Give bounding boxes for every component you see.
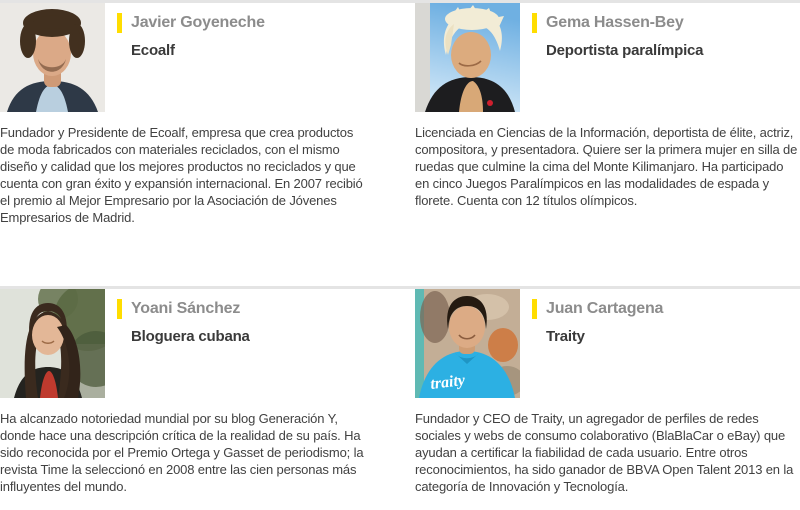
profile-role: Ecoalf (131, 42, 175, 59)
portrait-image (0, 289, 105, 398)
profile-description: Fundador y CEO de Traity, un agregador de perfiles de redes sociales y webs de consumo colaborativo (BlaBlaCar o eBay) que ayudan a certificar la fiabilidad de cada usuario. Entre otros reconocimientos, ha sido ganador de BBVA Open Talent 2013 en la categoría de Innovación y Tecnología. (415, 411, 794, 494)
profile-card-header (415, 289, 800, 398)
profile-name: Juan Cartagena (546, 300, 664, 317)
profile-card-header (415, 3, 800, 112)
profile-card-titles (532, 3, 703, 60)
profile-card-javier-goyeneche (0, 3, 365, 286)
yellow-accent-bar (532, 13, 537, 33)
profiles-row-2 (0, 289, 800, 495)
gema-hassen-bey-photo (415, 3, 520, 112)
shirt-logo-text: traity (429, 371, 466, 393)
portrait-image (415, 289, 520, 398)
profile-card-header (0, 3, 365, 112)
profile-card-yoani-sanchez (0, 289, 365, 495)
juan-cartagena-photo (415, 289, 520, 398)
profile-role: Deportista paralímpica (546, 42, 704, 59)
yellow-accent-bar (532, 299, 537, 319)
profile-card-titles (117, 289, 250, 346)
profile-role: Bloguera cubana (131, 328, 250, 345)
profile-card-header (0, 289, 365, 398)
profile-description: Fundador y Presidente de Ecoalf, empresa que crea productos de moda fabricados con materiales reciclados, con el mismo diseño y calidad que los mejores productos no reciclados y que cuenta con gran éxito y expansión internacional. En 2007 recibió el premio al Mejor Empresario por la Asociación de Jóvenes Empresarios de Madrid. (0, 125, 363, 225)
javier-goyeneche-photo (0, 3, 105, 112)
profile-card-titles (532, 289, 663, 346)
profile-name: Yoani Sánchez (131, 300, 241, 317)
yellow-accent-bar (117, 299, 122, 319)
profile-card-titles (117, 3, 265, 60)
profile-card-juan-cartagena (415, 289, 800, 495)
profile-description: Licenciada en Ciencias de la Información, deportista de élite, actriz, compositora, y presentadora. Quiere ser la primera mujer en silla de ruedas que culmine la cima del Monte Kilimanjaro. Ha participado en cinco Juegos Paralímpicos en las modalidades de espada y florete. Cuenta con 12 títulos olímpicos. (415, 125, 798, 208)
yoani-sanchez-photo (0, 289, 105, 398)
profile-name: Javier Goyeneche (131, 14, 265, 31)
profile-name: Gema Hassen-Bey (546, 14, 684, 31)
profiles-row-1 (0, 3, 800, 286)
profile-card-gema-hassen-bey (415, 3, 800, 286)
portrait-image (0, 3, 105, 112)
profile-role: Traity (546, 328, 585, 345)
profile-description: Ha alcanzado notoriedad mundial por su blog Generación Y, donde hace una descripción crítica de la realidad de su país. Ha sido reconocida por el Premio Ortega y Gasset de periodismo; la revista Time la seleccionó en 2008 entre las cien personas más influyentes del mundo. (0, 411, 364, 494)
yellow-accent-bar (117, 13, 122, 33)
portrait-image (415, 3, 520, 112)
